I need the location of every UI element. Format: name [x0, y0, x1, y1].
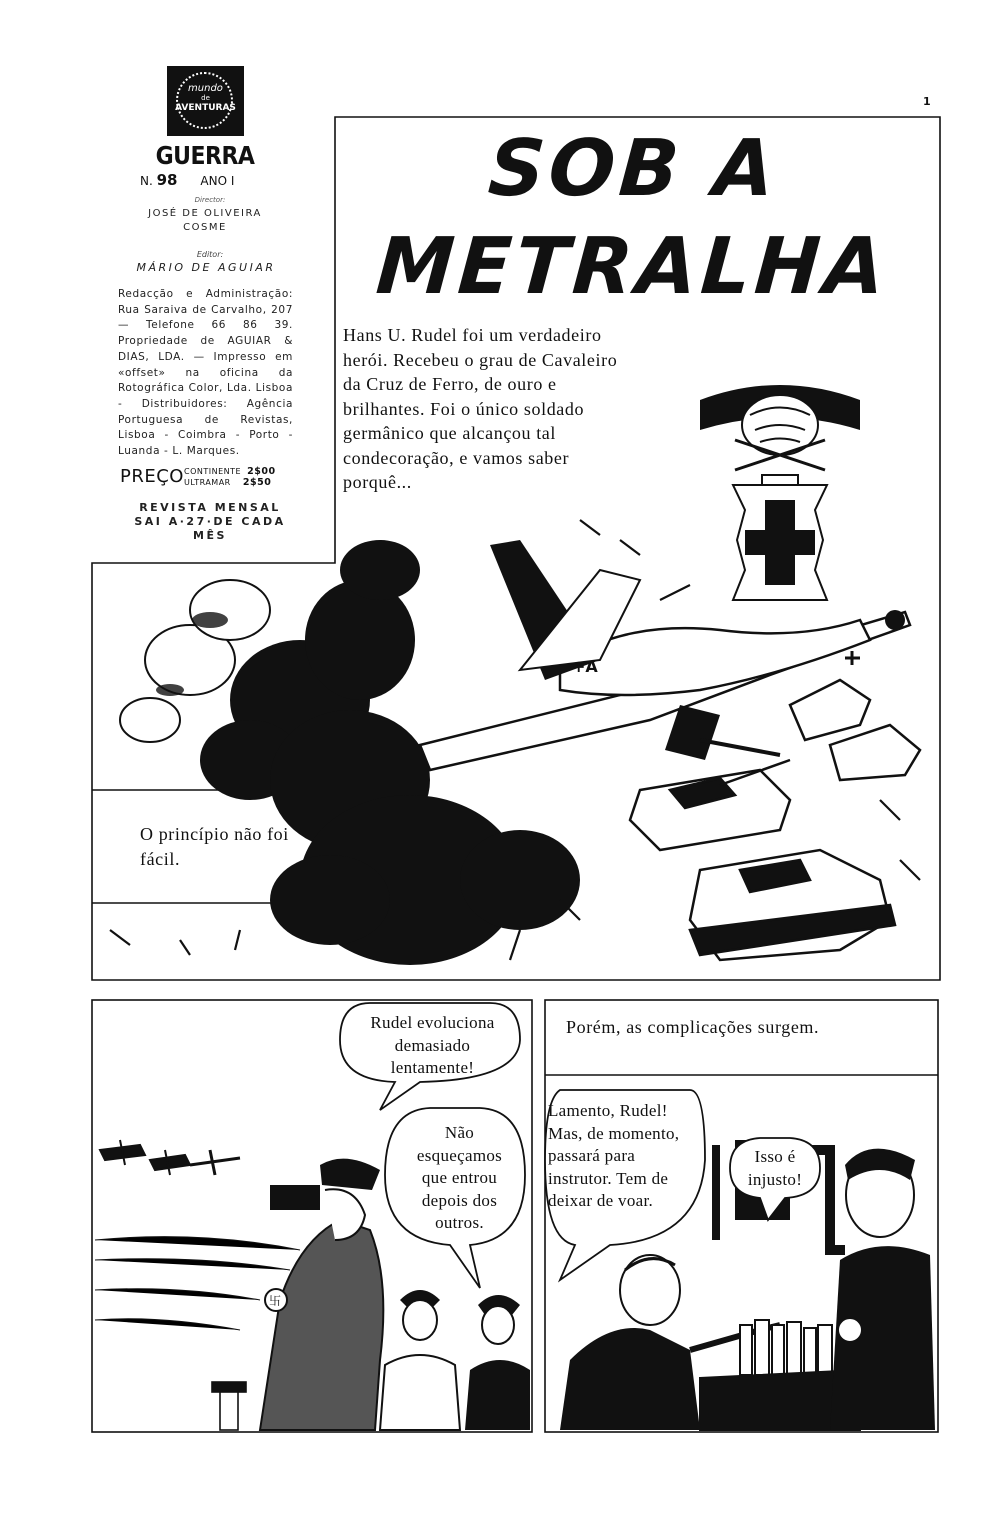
price-label: PREÇO — [120, 466, 184, 487]
start-caption: O princípio não foi fácil. — [140, 824, 289, 869]
officer-binoculars — [260, 1159, 383, 1430]
editor-label: Editor: — [196, 250, 224, 259]
director-label: Director: — [194, 196, 226, 204]
sky-planes — [100, 1140, 240, 1175]
svg-text:+A: +A — [572, 657, 598, 676]
director-line1: JOSÉ DE OLIVEIRA — [148, 208, 262, 219]
page-number: 1 — [923, 95, 931, 108]
comic-title-line1: SOB A — [485, 124, 782, 214]
stuka-plane-icon — [420, 540, 910, 770]
bubble-rudel-slow: Rudel evoluciona demasiado lentamente! — [370, 1013, 495, 1077]
field-hatching — [95, 1237, 300, 1330]
price-ultramar-label: ULTRAMAR — [184, 477, 231, 487]
issue-year: ANO I — [200, 174, 235, 188]
monthly-line2: SAI A·27·DE CADA — [134, 515, 286, 528]
price-ultramar: 2$50 — [242, 476, 272, 488]
director-line2: COSME — [183, 222, 227, 233]
complications-caption: Porém, as complicações surgem. — [566, 1017, 820, 1037]
comic-title-line2: METRALHA — [373, 222, 892, 312]
logo-line1: mundo — [188, 83, 223, 94]
intro-caption: Hans U. Rudel foi um verdadeiro herói. Recebeu o grau de Cavaleiro da Cruz de Ferro, de ouro e brilhantes. Foi o único soldado germânico que alcançou tal condecoração, e vamos saber porquê... — [343, 325, 618, 492]
price-continente-label: CONTINENTE — [184, 467, 242, 476]
tank-icon — [630, 680, 920, 960]
knights-cross-icon — [700, 385, 860, 600]
control-tower — [212, 1382, 246, 1430]
rudel-figure — [830, 1149, 935, 1430]
monthly-line3: MÊS — [193, 529, 227, 542]
issue-prefix: N. — [140, 174, 153, 188]
editor-name: MÁRIO DE AGUIAR — [136, 261, 276, 274]
bubble-unfair: Isso é injusto! — [747, 1147, 803, 1189]
officers-pair — [380, 1290, 530, 1430]
logo-line2: de — [201, 94, 210, 102]
magazine-title: GUERRA — [155, 142, 255, 171]
svg-text:卐: 卐 — [269, 1294, 282, 1308]
logo-line3: AVENTURAS — [175, 103, 236, 113]
admin-text: Redacção e Administração: Rua Saraiva de Carvalho, 207 — Telefone 66 86 39. Propriedade de AGUIAR & DIAS, LDA. — Impresso em «offset» na oficina da Rotográfica Color, Lda. Lisboa - Distribuidores: Agência Portuguesa de Revistas, Lisboa - Coimbra - Porto - Luanda - L. Marques. — [118, 288, 293, 458]
bubble-remember: Não esqueçamos que entrou depois dos outros. — [416, 1123, 503, 1232]
price-continente: 2$00 — [247, 466, 276, 477]
issue-number: 98 — [156, 171, 178, 189]
monthly-line1: REVISTA MENSAL — [139, 501, 281, 514]
bubble-sorry: Lamento, Rudel! Mas, de momento, passará para instrutor. Tem de deixar de voar. — [548, 1101, 680, 1210]
comic-title — [373, 120, 892, 316]
